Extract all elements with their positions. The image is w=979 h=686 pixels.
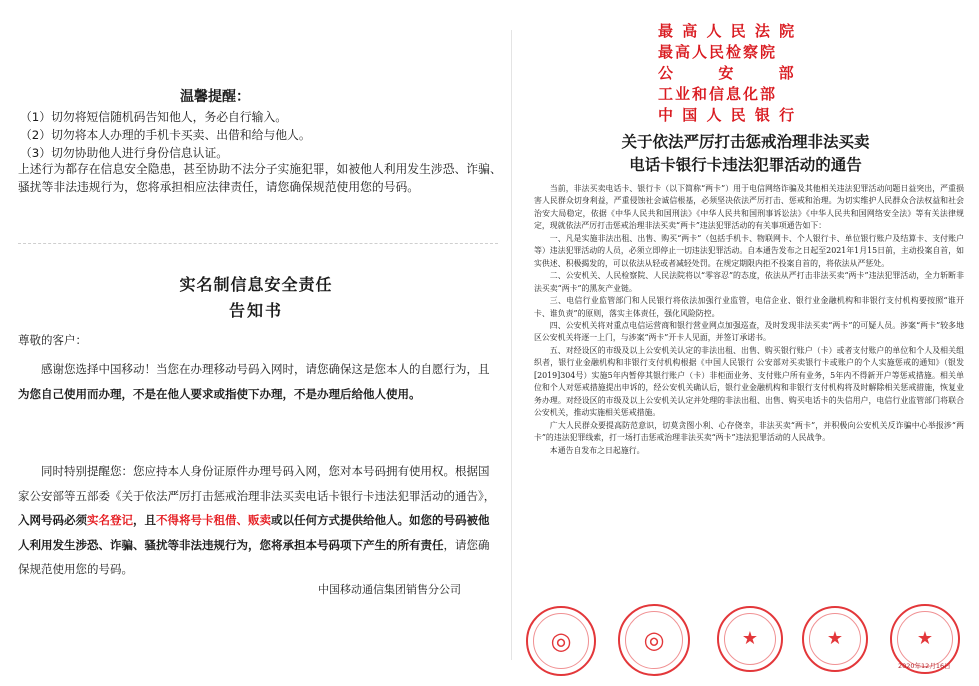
star-icon: ★	[916, 628, 934, 649]
seal-date: 2020年12月16日	[898, 662, 951, 670]
issuer-line: 最高人民检察院	[658, 43, 778, 61]
p2-red-text: 实名登记	[87, 513, 133, 527]
official-seal	[526, 606, 596, 676]
announcement-paragraph: 三、电信行业监管部门和人民银行将依法加强行业监管，电信企业、银行业金融机构和非银行支付机构要按照“谁开卡、谁负责”的原则，落实主体责任，强化风险防控。	[534, 296, 964, 318]
national-emblem-icon: ◎	[550, 627, 572, 655]
p2-text: 同时特别提醒您：您应持本人身份证原件办理号码入网，您对本号码拥有使用权。根据国家公安部等五部委《关于依法严厉打击惩戒治理非法买卖电话卡银行卡违法犯罪活动的通告》，	[18, 464, 496, 503]
notice-greeting: 尊敬的客户：	[18, 333, 87, 347]
announcement-title: 电话卡银行卡违法犯罪活动的通告	[629, 155, 862, 174]
p1-emphasis: 为您自己使用而办理，不是在他人要求或指使下办理，不是办理后给他人使用。	[18, 386, 421, 401]
notice-title: 实名制信息安全责任	[179, 275, 333, 294]
announcement-paragraph: 四、公安机关将对重点电信运营商和银行营业网点加强巡查，及时发现非法买卖“两卡”的可疑人员。涉案“两卡”较多地区公安机关将逐一上门，与涉案“两卡”开卡人见面，并签订承诺书。	[534, 320, 964, 343]
reminder-item: （1）切勿将短信随机码告知他人，务必自行输入。	[20, 110, 288, 124]
notice-paragraph-2	[18, 459, 496, 582]
notice-subtitle: 告知书	[228, 301, 283, 320]
p2-red-text: 不得将号卡租借、贩卖	[156, 513, 271, 527]
announcement-paragraph: 五、对经设区的市级及以上公安机关认定的非法出租、出售、购买银行账户（卡）或者支付账户的单位和个人及相关组织者，银行业金融机构和非银行支付机构根据《中国人民银行 公安部对买卖银行卡或账户的个人实施惩戒的通知》（银发[2019]304号）实施5年内暂停其银行账户（卡）非柜面业务、支付账户所有业务，5年内不得新开户等惩戒措施。相关单位和个人对惩戒措施提出申诉的，经公安机关确认后，银行业金融机构和非银行支付机构将及时解除相关惩戒措施，恢复业务办理。对经设区的市级及以上公安机关认定并处理的非法出租、出售、购买电话卡的失信用户，电信行业监管部门将联合公安机关，推动实施相关惩戒措施。	[534, 345, 964, 418]
announcement-paragraph: 广大人民群众要提高防范意识，切莫贪图小利、心存侥幸，非法买卖“两卡”，并积极向公安机关反诈骗中心举报涉“两卡”的违法犯罪线索，打一场打击惩戒治理非法买卖“两卡”违法犯罪活动的人民战争。	[534, 420, 964, 443]
official-seal	[717, 606, 783, 672]
right-column	[512, 0, 979, 686]
issuer-line: 工业和信息化部	[658, 85, 778, 103]
announcement-body	[534, 183, 964, 457]
star-icon: ★	[741, 628, 759, 649]
p2-emphasis: ，且	[133, 513, 156, 527]
announcement-paragraph: 当前，非法买卖电话卡、银行卡（以下简称“两卡”）用于电信网络诈骗及其他相关违法犯罪活动问题日益突出，严重损害人民群众切身利益，严重侵蚀社会诚信根基，必须坚决依法严厉打击、惩戒和治理。为切实维护人民群众合法权益和社会治安大局稳定，依据《中华人民共和国刑法》《中华人民共和国刑事诉讼法》《中华人民共和国网络安全法》等有关法律规定，现就依法严厉打击惩戒治理非法买卖“两卡”违法犯罪活动的有关事项通告如下：	[534, 184, 964, 231]
reminder-note: 上述行为都存在信息安全隐患，甚至协助不法分子实施犯罪，如被他人利用发生涉恐、诈骗、骚扰等非法违规行为，您将承担相应法律责任，请您确保规范使用您的号码。	[18, 162, 502, 194]
announcement-title: 关于依法严厉打击惩戒治理非法买卖	[621, 132, 870, 151]
notice-paragraph-1	[18, 357, 496, 406]
announcement-paragraph: 一、凡是实施非法出租、出售、购买“两卡”（包括手机卡、物联网卡、个人银行卡、单位银行账户及结算卡、支付账户等）违法犯罪活动的人员，必须立即停止一切违法犯罪活动。自本通告发布之日起至2021年1月15日前，主动投案自首，如实供述、积极揭发的，可以依法从轻或者减轻处罚。在规定期限内拒不投案自首的，将依法从严惩处。	[534, 233, 964, 268]
official-seal	[802, 606, 868, 672]
p2-text: ，请您确保规范使用您的号码。	[18, 537, 490, 576]
announcement-paragraph: 二、公安机关、人民检察院、人民法院将以“零容忍”的态度，依法从严打击非法买卖“两卡”违法犯罪活动，全力斩断非法买卖“两卡”的黑灰产业链。	[534, 271, 964, 293]
national-emblem-icon: ◎	[643, 626, 665, 654]
notice-signature: 中国移动通信集团销售分公司	[318, 583, 461, 596]
reminder-item: （2）切勿将本人办理的手机卡买卖、出借和给与他人。	[20, 128, 311, 142]
section-divider	[18, 243, 498, 244]
official-seal	[618, 604, 690, 676]
announcement-paragraph: 本通告自发布之日起施行。	[549, 445, 645, 455]
star-icon: ★	[826, 628, 844, 649]
reminder-title: 温馨提醒：	[180, 89, 250, 105]
p1-text: 感谢您选择中国移动！当您在办理移动号码入网时，请您确保这是您本人的自愿行为，且	[41, 362, 490, 376]
reminder-item: （3）切勿协助他人进行身份信息认证。	[20, 146, 229, 160]
p2-emphasis: 入网号码必须	[18, 513, 87, 527]
issuer-line: 中 国 人 民 银 行	[658, 106, 797, 124]
issuer-line: 最 高 人 民 法 院	[658, 22, 797, 40]
issuer-line: 公 安 部	[658, 64, 796, 82]
p2-emphasis: 或以任何方式提供给他人。如您的号码被他人利用发生涉恐、诈骗、骚扰等非法违规行为，您将承担本号码项下产生的所有责任	[18, 513, 490, 552]
